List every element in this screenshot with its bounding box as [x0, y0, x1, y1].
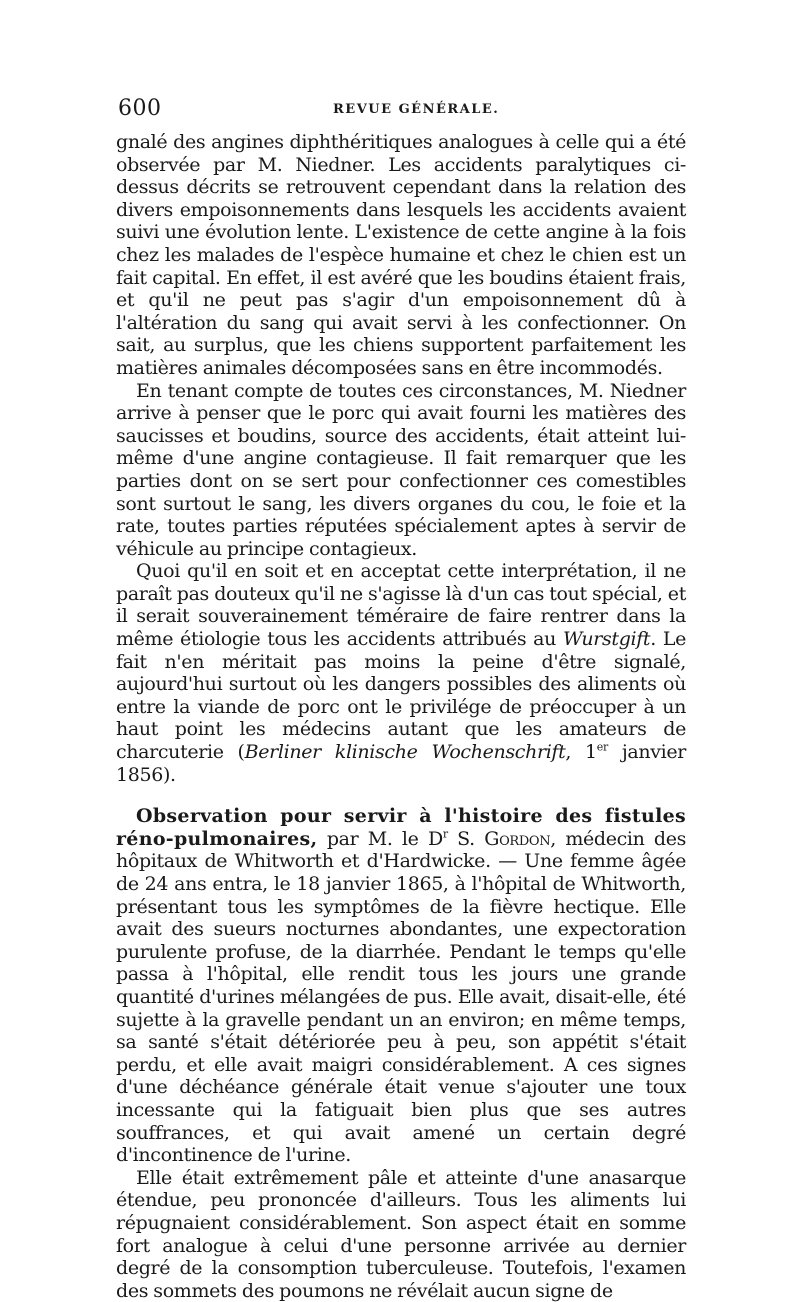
- body-text: [116, 131, 686, 1302]
- source-citation: Berliner klinische Wochenschrift: [244, 741, 566, 764]
- paragraph-3-text-c: , 1: [565, 741, 597, 764]
- paragraph-2: En tenant compte de toutes ces circonstances, M. Niedner arrive à penser que le porc qui avait fourni les matières des saucisses et boudins, source des accidents, était atteint lui-même d'une angine contagieuse. Il fait remarquer que les parties dont on se sert pour confectionner ces comestibles sont surtout le sang, les divers organes du cou, le foie et la rate, toutes parties réputées spécialement aptes à servir de véhicule au principe contagieux.: [116, 379, 686, 560]
- paragraph-4-text-c: , médecin des hôpitaux de Whitworth et d'Hardwicke. — Une femme âgée de 24 ans entra, le 18 janvier 1865, à l'hôpital de Whitworth, présentant tous les symptômes de la fièvre hectique. Elle avait des sueurs nocturnes abondantes, une expectoration purulente profuse, de la diarrhée. Pendant le temps qu'elle passa à l'hôpital, elle rendit tous les jours une grande quantité d'urines mélangées de pus. Elle avait, disait-elle, été sujette à la gravelle pendant un an environ; en même temps, sa santé s'était détériorée peu à peu, son appétit s'était perdu, et elle avait maigri considérablement. A ces signes d'une déchéance générale était venue s'ajouter une toux incessante qui la fatiguait bien plus que ses autres souffrances, et qui avait amené un certain degré d'incontinence de l'urine.: [116, 827, 686, 1167]
- paragraph-3: [116, 560, 686, 786]
- running-head: REVUE GÉNÉRALE.: [333, 102, 500, 117]
- section-title: Observation pour servir à l'histoire des fistules réno-pulmonaires,: [116, 805, 686, 850]
- ordinal-superscript: er: [596, 740, 608, 754]
- paragraph-4-text-b: S.: [447, 827, 485, 850]
- page-header: [118, 96, 684, 126]
- wurstgift-term: Wurstgift: [562, 628, 651, 651]
- paragraph-1: gnalé des angines diphthéritiques analogues à celle qui a été observée par M. Niedner. Les accidents paralytiques ci-dessus décrits se retrouvent cependant dans la relation des divers empoisonnements dans lesquels les accidents avaient suivi une évolution lente. L'existence de cette angine à la fois chez les malades de l'espèce humaine et chez le chien est un fait capital. En effet, il est avéré que les boudins étaient frais, et qu'il ne peut pas s'agir d'un empoisonnement dû à l'altération du sang qui avait servi à les confectionner. On sait, au surplus, que les chiens supportent parfaitement les matières animales décomposées sans en être incommodés.: [116, 131, 686, 379]
- paragraph-4-text-a: par M. le D: [317, 827, 443, 850]
- doctor-superscript: r: [442, 827, 448, 841]
- paragraph-3-text-b: . Le fait n'en méritait pas moins la peine d'être signalé, aujourd'hui surtout où les dangers possibles des aliments où entre la viande de porc ont le privilége de préoccuper à un haut point les médecins autant que les amateurs de charcuterie (: [116, 628, 686, 764]
- paragraph-3-text-a: Quoi qu'il en soit et en acceptat cette interprétation, il ne paraît pas douteux qu'il ne s'agisse là d'un cas tout spécial, et il serait souverainement téméraire de faire rentrer dans la même étiologie tous les accidents attribués au: [116, 560, 686, 651]
- author-name: Gordon: [484, 827, 551, 850]
- paragraph-3-text-d: janvier 1856).: [116, 741, 686, 786]
- paragraph-5: Elle était extrêmement pâle et atteinte d'une anasarque étendue, peu prononcée d'ailleurs. Tous les aliments lui répugnaient considérablement. Son aspect était en somme fort analogue à celui d'une personne arrivée au dernier degré de la consomption tuberculeuse. Toutefois, l'examen des sommets des poumons ne révélait aucun signe de: [116, 1166, 686, 1302]
- page-number: 600: [118, 96, 162, 121]
- paragraph-4: [116, 805, 686, 1167]
